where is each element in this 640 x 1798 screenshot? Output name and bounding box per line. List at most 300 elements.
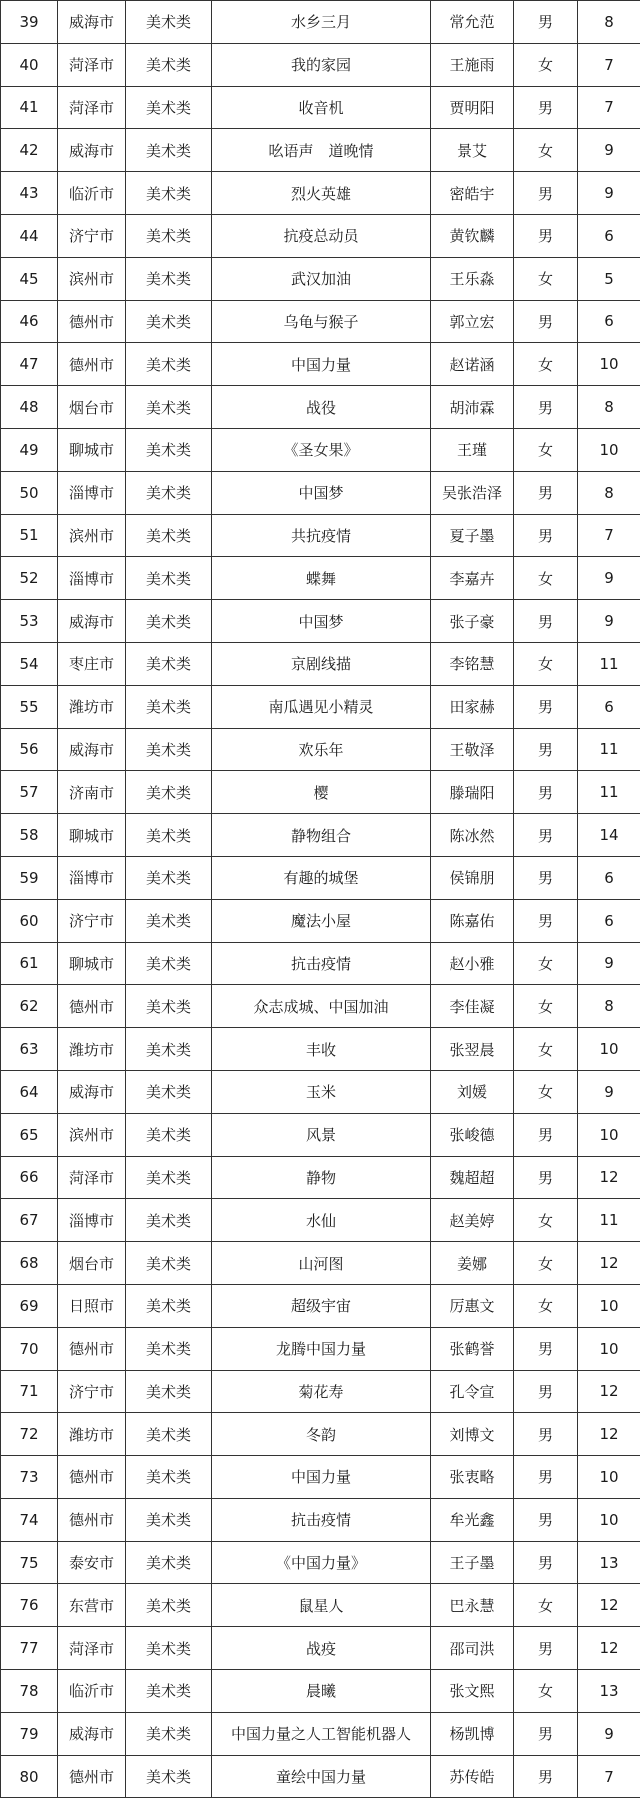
cell-category: 美术类 — [126, 1712, 212, 1755]
table-row — [1, 685, 640, 728]
cell-name: 厉惠文 — [431, 1284, 514, 1327]
cell-age: 6 — [578, 685, 640, 728]
cell-title: 中国力量之人工智能机器人 — [212, 1712, 431, 1755]
cell-number: 45 — [1, 257, 58, 300]
cell-name: 张衷略 — [431, 1456, 514, 1499]
cell-category: 美术类 — [126, 514, 212, 557]
cell-city: 临沂市 — [58, 172, 126, 215]
cell-name: 王子墨 — [431, 1541, 514, 1584]
cell-name: 姜娜 — [431, 1242, 514, 1285]
cell-number: 53 — [1, 600, 58, 643]
cell-title: 中国梦 — [212, 600, 431, 643]
cell-name: 陈嘉佑 — [431, 899, 514, 942]
cell-age: 12 — [578, 1413, 640, 1456]
cell-name: 张鹤誉 — [431, 1327, 514, 1370]
cell-number: 51 — [1, 514, 58, 557]
cell-category: 美术类 — [126, 814, 212, 857]
cell-title: 有趣的城堡 — [212, 856, 431, 899]
table-row — [1, 1498, 640, 1541]
cell-age: 9 — [578, 1070, 640, 1113]
cell-age: 9 — [578, 172, 640, 215]
cell-name: 吴张浩泽 — [431, 471, 514, 514]
cell-age: 10 — [578, 343, 640, 386]
cell-city: 潍坊市 — [58, 685, 126, 728]
cell-title: 蝶舞 — [212, 557, 431, 600]
table-row — [1, 1541, 640, 1584]
cell-city: 德州市 — [58, 985, 126, 1028]
cell-number: 46 — [1, 300, 58, 343]
cell-number: 73 — [1, 1456, 58, 1499]
cell-gender: 男 — [514, 1755, 578, 1798]
table-row — [1, 343, 640, 386]
cell-title: 玉米 — [212, 1070, 431, 1113]
cell-name: 王瑾 — [431, 428, 514, 471]
cell-category: 美术类 — [126, 728, 212, 771]
cell-title: 南瓜遇见小精灵 — [212, 685, 431, 728]
cell-number: 52 — [1, 557, 58, 600]
cell-age: 12 — [578, 1370, 640, 1413]
cell-gender: 男 — [514, 1, 578, 44]
cell-category: 美术类 — [126, 1, 212, 44]
cell-gender: 男 — [514, 1498, 578, 1541]
cell-title: 菊花寿 — [212, 1370, 431, 1413]
table-row — [1, 1413, 640, 1456]
table-row — [1, 1712, 640, 1755]
cell-title: 乌龟与猴子 — [212, 300, 431, 343]
cell-name: 李铭慧 — [431, 642, 514, 685]
cell-name: 刘媛 — [431, 1070, 514, 1113]
cell-age: 12 — [578, 1156, 640, 1199]
cell-city: 威海市 — [58, 1070, 126, 1113]
cell-title: 静物组合 — [212, 814, 431, 857]
cell-category: 美术类 — [126, 172, 212, 215]
cell-number: 80 — [1, 1755, 58, 1798]
cell-title: 《圣女果》 — [212, 428, 431, 471]
cell-city: 东营市 — [58, 1584, 126, 1627]
cell-name: 巴永慧 — [431, 1584, 514, 1627]
cell-number: 57 — [1, 771, 58, 814]
cell-city: 滨州市 — [58, 257, 126, 300]
cell-number: 79 — [1, 1712, 58, 1755]
table-row — [1, 214, 640, 257]
cell-name: 郭立宏 — [431, 300, 514, 343]
cell-name: 侯锦朋 — [431, 856, 514, 899]
cell-name: 赵美婷 — [431, 1199, 514, 1242]
cell-category: 美术类 — [126, 557, 212, 600]
cell-number: 61 — [1, 942, 58, 985]
cell-number: 72 — [1, 1413, 58, 1456]
table-body — [1, 1, 640, 1798]
cell-gender: 女 — [514, 1670, 578, 1713]
table-row — [1, 771, 640, 814]
cell-gender: 男 — [514, 1113, 578, 1156]
table-row — [1, 428, 640, 471]
cell-city: 威海市 — [58, 1, 126, 44]
cell-number: 75 — [1, 1541, 58, 1584]
table-row — [1, 557, 640, 600]
cell-gender: 男 — [514, 814, 578, 857]
table-row — [1, 814, 640, 857]
cell-age: 9 — [578, 557, 640, 600]
cell-city: 淄博市 — [58, 557, 126, 600]
cell-title: 水仙 — [212, 1199, 431, 1242]
cell-city: 德州市 — [58, 1327, 126, 1370]
table-row — [1, 1156, 640, 1199]
cell-age: 7 — [578, 43, 640, 86]
cell-number: 65 — [1, 1113, 58, 1156]
cell-city: 泰安市 — [58, 1541, 126, 1584]
cell-gender: 男 — [514, 1541, 578, 1584]
cell-title: 抗击疫情 — [212, 942, 431, 985]
cell-name: 常允范 — [431, 1, 514, 44]
cell-category: 美术类 — [126, 685, 212, 728]
cell-name: 苏传皓 — [431, 1755, 514, 1798]
cell-city: 威海市 — [58, 1712, 126, 1755]
cell-city: 德州市 — [58, 1498, 126, 1541]
cell-name: 胡沛霖 — [431, 386, 514, 429]
cell-age: 9 — [578, 129, 640, 172]
cell-age: 5 — [578, 257, 640, 300]
table-row — [1, 1242, 640, 1285]
cell-title: 共抗疫情 — [212, 514, 431, 557]
cell-gender: 男 — [514, 172, 578, 215]
table-row — [1, 1670, 640, 1713]
cell-number: 56 — [1, 728, 58, 771]
cell-title: 童绘中国力量 — [212, 1755, 431, 1798]
cell-title: 欢乐年 — [212, 728, 431, 771]
cell-name: 王施雨 — [431, 43, 514, 86]
cell-city: 烟台市 — [58, 386, 126, 429]
cell-gender: 男 — [514, 300, 578, 343]
cell-name: 张峻德 — [431, 1113, 514, 1156]
cell-title: 中国力量 — [212, 1456, 431, 1499]
cell-name: 王乐淼 — [431, 257, 514, 300]
cell-category: 美术类 — [126, 1113, 212, 1156]
cell-number: 64 — [1, 1070, 58, 1113]
cell-number: 68 — [1, 1242, 58, 1285]
cell-category: 美术类 — [126, 1284, 212, 1327]
cell-gender: 男 — [514, 1156, 578, 1199]
table-row — [1, 471, 640, 514]
cell-age: 7 — [578, 514, 640, 557]
cell-city: 济宁市 — [58, 899, 126, 942]
cell-number: 47 — [1, 343, 58, 386]
cell-number: 76 — [1, 1584, 58, 1627]
cell-gender: 女 — [514, 1584, 578, 1627]
cell-title: 静物 — [212, 1156, 431, 1199]
cell-category: 美术类 — [126, 1242, 212, 1285]
cell-name: 杨凯博 — [431, 1712, 514, 1755]
table-row — [1, 514, 640, 557]
cell-city: 淄博市 — [58, 1199, 126, 1242]
cell-gender: 男 — [514, 1370, 578, 1413]
cell-category: 美术类 — [126, 86, 212, 129]
table-row — [1, 257, 640, 300]
cell-age: 10 — [578, 1456, 640, 1499]
cell-city: 聊城市 — [58, 942, 126, 985]
table-row — [1, 1370, 640, 1413]
cell-title: 战疫 — [212, 1627, 431, 1670]
cell-city: 烟台市 — [58, 1242, 126, 1285]
cell-age: 10 — [578, 1327, 640, 1370]
cell-category: 美术类 — [126, 1670, 212, 1713]
cell-gender: 女 — [514, 1284, 578, 1327]
cell-name: 田家赫 — [431, 685, 514, 728]
cell-city: 德州市 — [58, 1456, 126, 1499]
cell-category: 美术类 — [126, 600, 212, 643]
cell-name: 黄钦麟 — [431, 214, 514, 257]
cell-title: 中国力量 — [212, 343, 431, 386]
cell-gender: 女 — [514, 557, 578, 600]
cell-number: 63 — [1, 1028, 58, 1071]
cell-name: 刘博文 — [431, 1413, 514, 1456]
cell-name: 密皓宇 — [431, 172, 514, 215]
cell-title: 丰收 — [212, 1028, 431, 1071]
table-row — [1, 1284, 640, 1327]
cell-category: 美术类 — [126, 343, 212, 386]
cell-gender: 女 — [514, 129, 578, 172]
cell-city: 菏泽市 — [58, 86, 126, 129]
table-row — [1, 172, 640, 215]
table-row — [1, 942, 640, 985]
cell-age: 6 — [578, 300, 640, 343]
cell-city: 淄博市 — [58, 471, 126, 514]
table-row — [1, 899, 640, 942]
cell-category: 美术类 — [126, 1070, 212, 1113]
table-row — [1, 642, 640, 685]
cell-gender: 男 — [514, 771, 578, 814]
cell-category: 美术类 — [126, 1541, 212, 1584]
cell-title: 京剧线描 — [212, 642, 431, 685]
cell-city: 济宁市 — [58, 214, 126, 257]
cell-category: 美术类 — [126, 642, 212, 685]
cell-age: 11 — [578, 728, 640, 771]
cell-gender: 男 — [514, 1712, 578, 1755]
cell-number: 71 — [1, 1370, 58, 1413]
cell-category: 美术类 — [126, 899, 212, 942]
cell-gender: 女 — [514, 1242, 578, 1285]
cell-category: 美术类 — [126, 1156, 212, 1199]
cell-age: 12 — [578, 1242, 640, 1285]
cell-title: 冬韵 — [212, 1413, 431, 1456]
cell-gender: 男 — [514, 86, 578, 129]
cell-number: 44 — [1, 214, 58, 257]
cell-age: 8 — [578, 1, 640, 44]
cell-age: 8 — [578, 386, 640, 429]
cell-city: 威海市 — [58, 129, 126, 172]
cell-gender: 女 — [514, 257, 578, 300]
cell-city: 德州市 — [58, 300, 126, 343]
table-row — [1, 386, 640, 429]
cell-title: 晨曦 — [212, 1670, 431, 1713]
cell-gender: 男 — [514, 856, 578, 899]
cell-name: 夏子墨 — [431, 514, 514, 557]
table-row — [1, 1113, 640, 1156]
cell-gender: 男 — [514, 471, 578, 514]
cell-city: 威海市 — [58, 728, 126, 771]
cell-gender: 男 — [514, 514, 578, 557]
cell-name: 李佳凝 — [431, 985, 514, 1028]
cell-city: 威海市 — [58, 600, 126, 643]
cell-title: 众志成城、中国加油 — [212, 985, 431, 1028]
cell-title: 风景 — [212, 1113, 431, 1156]
cell-age: 9 — [578, 600, 640, 643]
cell-age: 10 — [578, 1028, 640, 1071]
cell-age: 11 — [578, 642, 640, 685]
cell-category: 美术类 — [126, 1413, 212, 1456]
cell-category: 美术类 — [126, 771, 212, 814]
cell-name: 李嘉卉 — [431, 557, 514, 600]
cell-name: 贾明阳 — [431, 86, 514, 129]
cell-number: 62 — [1, 985, 58, 1028]
cell-title: 吆语声 道晚情 — [212, 129, 431, 172]
cell-category: 美术类 — [126, 1755, 212, 1798]
cell-age: 6 — [578, 214, 640, 257]
table-row — [1, 1327, 640, 1370]
cell-category: 美术类 — [126, 428, 212, 471]
table-row — [1, 728, 640, 771]
cell-category: 美术类 — [126, 257, 212, 300]
table-row — [1, 1070, 640, 1113]
cell-gender: 男 — [514, 214, 578, 257]
cell-city: 淄博市 — [58, 856, 126, 899]
cell-gender: 女 — [514, 985, 578, 1028]
cell-city: 聊城市 — [58, 814, 126, 857]
cell-category: 美术类 — [126, 386, 212, 429]
cell-age: 9 — [578, 1712, 640, 1755]
cell-name: 赵小雅 — [431, 942, 514, 985]
cell-age: 6 — [578, 899, 640, 942]
cell-city: 滨州市 — [58, 514, 126, 557]
table-row — [1, 1584, 640, 1627]
cell-name: 邵司洪 — [431, 1627, 514, 1670]
cell-city: 德州市 — [58, 1755, 126, 1798]
cell-gender: 男 — [514, 386, 578, 429]
table-row — [1, 1755, 640, 1798]
cell-category: 美术类 — [126, 1584, 212, 1627]
table-row — [1, 300, 640, 343]
cell-gender: 女 — [514, 1028, 578, 1071]
cell-city: 济南市 — [58, 771, 126, 814]
table-row — [1, 1199, 640, 1242]
cell-number: 59 — [1, 856, 58, 899]
cell-category: 美术类 — [126, 942, 212, 985]
cell-age: 10 — [578, 1284, 640, 1327]
table-row — [1, 985, 640, 1028]
cell-title: 鼠星人 — [212, 1584, 431, 1627]
cell-city: 菏泽市 — [58, 1627, 126, 1670]
cell-category: 美术类 — [126, 1370, 212, 1413]
cell-category: 美术类 — [126, 1199, 212, 1242]
cell-city: 潍坊市 — [58, 1413, 126, 1456]
cell-gender: 男 — [514, 899, 578, 942]
cell-number: 48 — [1, 386, 58, 429]
cell-category: 美术类 — [126, 856, 212, 899]
cell-name: 张文熙 — [431, 1670, 514, 1713]
cell-gender: 女 — [514, 428, 578, 471]
table-row — [1, 856, 640, 899]
cell-age: 10 — [578, 1498, 640, 1541]
cell-title: 中国梦 — [212, 471, 431, 514]
cell-gender: 男 — [514, 1327, 578, 1370]
cell-city: 枣庄市 — [58, 642, 126, 685]
cell-age: 7 — [578, 1755, 640, 1798]
cell-gender: 女 — [514, 43, 578, 86]
cell-category: 美术类 — [126, 300, 212, 343]
cell-title: 战役 — [212, 386, 431, 429]
cell-gender: 男 — [514, 1413, 578, 1456]
cell-category: 美术类 — [126, 1456, 212, 1499]
cell-number: 74 — [1, 1498, 58, 1541]
cell-category: 美术类 — [126, 214, 212, 257]
table-row — [1, 86, 640, 129]
cell-title: 烈火英雄 — [212, 172, 431, 215]
cell-city: 济宁市 — [58, 1370, 126, 1413]
cell-title: 超级宇宙 — [212, 1284, 431, 1327]
cell-number: 40 — [1, 43, 58, 86]
cell-number: 69 — [1, 1284, 58, 1327]
table-row — [1, 600, 640, 643]
cell-name: 赵诺涵 — [431, 343, 514, 386]
cell-age: 12 — [578, 1584, 640, 1627]
cell-city: 临沂市 — [58, 1670, 126, 1713]
cell-gender: 男 — [514, 1627, 578, 1670]
table-row — [1, 129, 640, 172]
cell-age: 11 — [578, 771, 640, 814]
cell-gender: 女 — [514, 1070, 578, 1113]
cell-number: 78 — [1, 1670, 58, 1713]
table-row — [1, 1028, 640, 1071]
cell-name: 牟光鑫 — [431, 1498, 514, 1541]
cell-age: 10 — [578, 1113, 640, 1156]
cell-title: 武汉加油 — [212, 257, 431, 300]
cell-title: 龙腾中国力量 — [212, 1327, 431, 1370]
cell-number: 49 — [1, 428, 58, 471]
cell-number: 41 — [1, 86, 58, 129]
cell-city: 潍坊市 — [58, 1028, 126, 1071]
cell-title: 收音机 — [212, 86, 431, 129]
cell-name: 张子豪 — [431, 600, 514, 643]
cell-title: 樱 — [212, 771, 431, 814]
cell-number: 39 — [1, 1, 58, 44]
cell-category: 美术类 — [126, 1627, 212, 1670]
table-row — [1, 1, 640, 44]
cell-age: 7 — [578, 86, 640, 129]
cell-gender: 女 — [514, 642, 578, 685]
cell-city: 德州市 — [58, 343, 126, 386]
cell-number: 70 — [1, 1327, 58, 1370]
cell-category: 美术类 — [126, 1327, 212, 1370]
cell-number: 55 — [1, 685, 58, 728]
cell-gender: 女 — [514, 942, 578, 985]
cell-gender: 女 — [514, 343, 578, 386]
cell-age: 14 — [578, 814, 640, 857]
cell-name: 滕瑞阳 — [431, 771, 514, 814]
cell-age: 13 — [578, 1670, 640, 1713]
cell-number: 66 — [1, 1156, 58, 1199]
cell-category: 美术类 — [126, 1498, 212, 1541]
table-row — [1, 1627, 640, 1670]
cell-name: 张翌晨 — [431, 1028, 514, 1071]
cell-age: 8 — [578, 985, 640, 1028]
cell-age: 10 — [578, 428, 640, 471]
cell-name: 孔令宣 — [431, 1370, 514, 1413]
cell-number: 77 — [1, 1627, 58, 1670]
cell-city: 滨州市 — [58, 1113, 126, 1156]
cell-gender: 男 — [514, 685, 578, 728]
cell-age: 12 — [578, 1627, 640, 1670]
table-row — [1, 1456, 640, 1499]
